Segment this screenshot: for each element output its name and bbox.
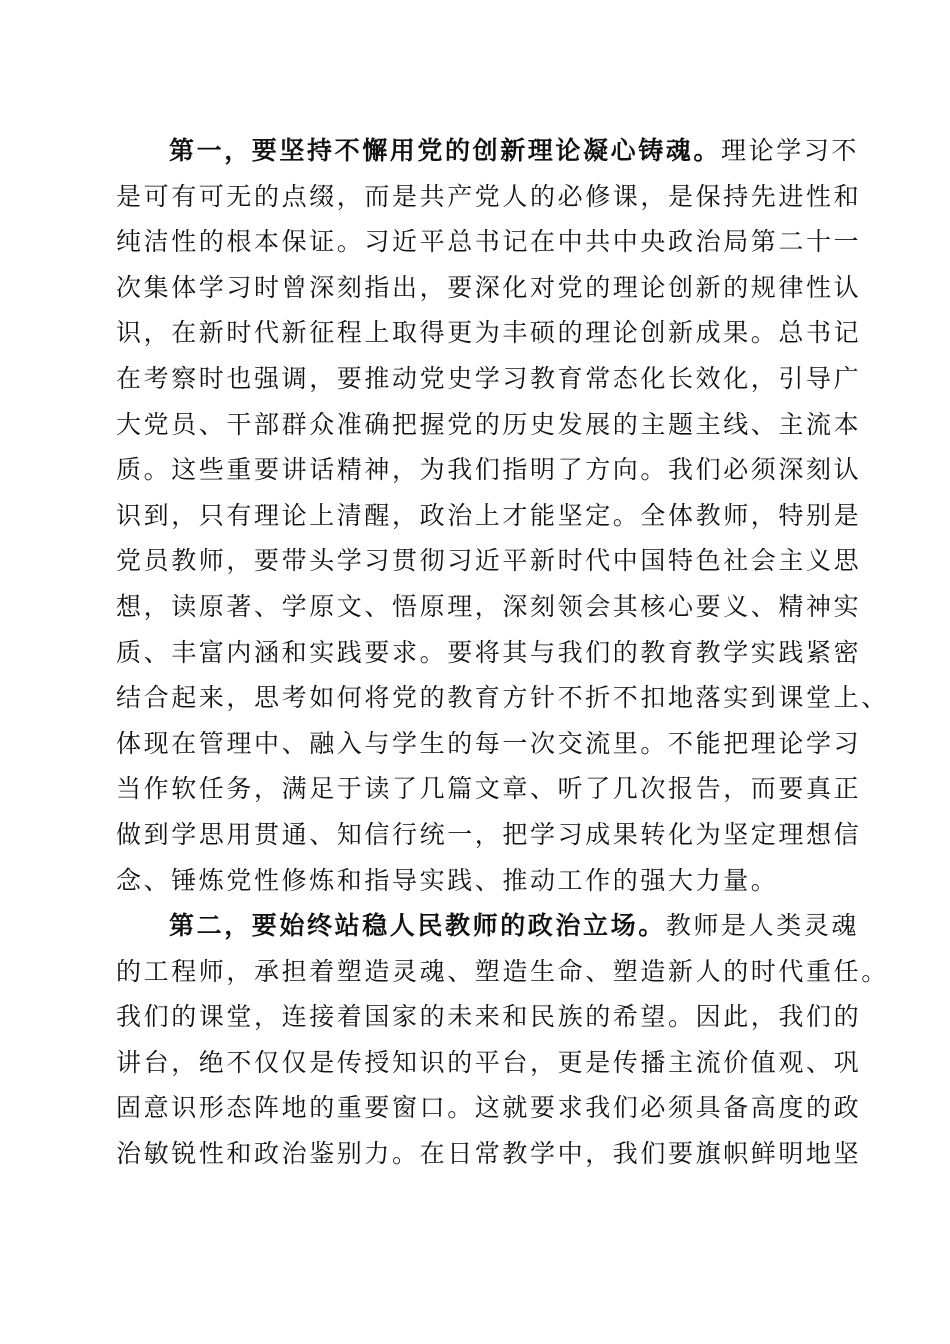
paragraph-1-line: 识，在新时代新征程上取得更为丰硕的理论创新成果。总书记: [116, 318, 862, 348]
paragraph-1-line: 纯洁性的根本保证。习近平总书记在中共中央政治局第二十一: [116, 227, 862, 257]
paragraph-1-line: 当作软任务，满足于读了几篇文章、听了几次报告，而要真正: [116, 774, 862, 804]
paragraph-1-line: 想，读原著、学原文、悟原理，深刻领会其核心要义、精神实: [116, 591, 862, 621]
paragraph-1-line: 次集体学习时曾深刻指出，要深化对党的理论创新的规律性认: [116, 272, 862, 302]
paragraph-1-line: 识到，只有理论上清醒，政治上才能坚定。全体教师，特别是: [116, 500, 862, 530]
paragraph-2-line: 讲台，绝不仅仅是传授知识的平台，更是传播主流价值观、巩: [116, 1047, 862, 1077]
paragraph-1-first-line-rest: 理论学习不: [721, 136, 860, 165]
paragraph-1-line: 党员教师，要带头学习贯彻习近平新时代中国特色社会主义思: [116, 546, 862, 576]
paragraph-1-line: 是可有可无的点缀，而是共产党人的必修课，是保持先进性和: [116, 181, 862, 211]
paragraph-1-line: 体现在管理中、融入与学生的每一次交流里。不能把理论学习: [116, 728, 862, 758]
paragraph-1-lead: 第一，要坚持不懈用党的创新理论凝心铸魂。: [169, 136, 722, 165]
paragraph-2-line-1: [116, 903, 860, 949]
paragraph-1-line: 大党员、干部群众准确把握党的历史发展的主题主线、主流本: [116, 409, 862, 439]
paragraph-1-line: 结合起来，思考如何将党的教育方针不折不扣地落实到课堂上、: [116, 683, 889, 713]
paragraph-2-lead: 第二，要始终站稳人民教师的政治立场。: [169, 911, 666, 941]
paragraph-2-first-line-rest: 教师是人类灵魂: [665, 911, 860, 941]
paragraph-2-line: 固意识形态阵地的重要窗口。这就要求我们必须具备高度的政: [116, 1093, 862, 1123]
paragraph-2-line: 的工程师，承担着塑造灵魂、塑造生命、塑造新人的时代重任。: [116, 956, 889, 986]
paragraph-1-line: 做到学思用贯通、知信行统一，把学习成果转化为坚定理想信: [116, 819, 862, 849]
paragraph-2-line: 我们的课堂，连接着国家的未来和民族的希望。因此，我们的: [116, 1002, 862, 1032]
paragraph-1-line: 在考察时也强调，要推动党史学习教育常态化长效化，引导广: [116, 363, 862, 393]
document-body: [116, 128, 889, 1177]
paragraph-1-line: 质、丰富内涵和实践要求。要将其与我们的教育教学实践紧密: [116, 637, 862, 667]
paragraph-1-line: 念、锤炼党性修炼和指导实践、推动工作的强大力量。: [116, 865, 779, 895]
paragraph-2-line: 治敏锐性和政治鉴别力。在日常教学中，我们要旗帜鲜明地坚: [116, 1139, 862, 1169]
paragraph-1-line-1: [116, 128, 860, 174]
paragraph-1-line: 质。这些重要讲话精神，为我们指明了方向。我们必须深刻认: [116, 455, 862, 485]
